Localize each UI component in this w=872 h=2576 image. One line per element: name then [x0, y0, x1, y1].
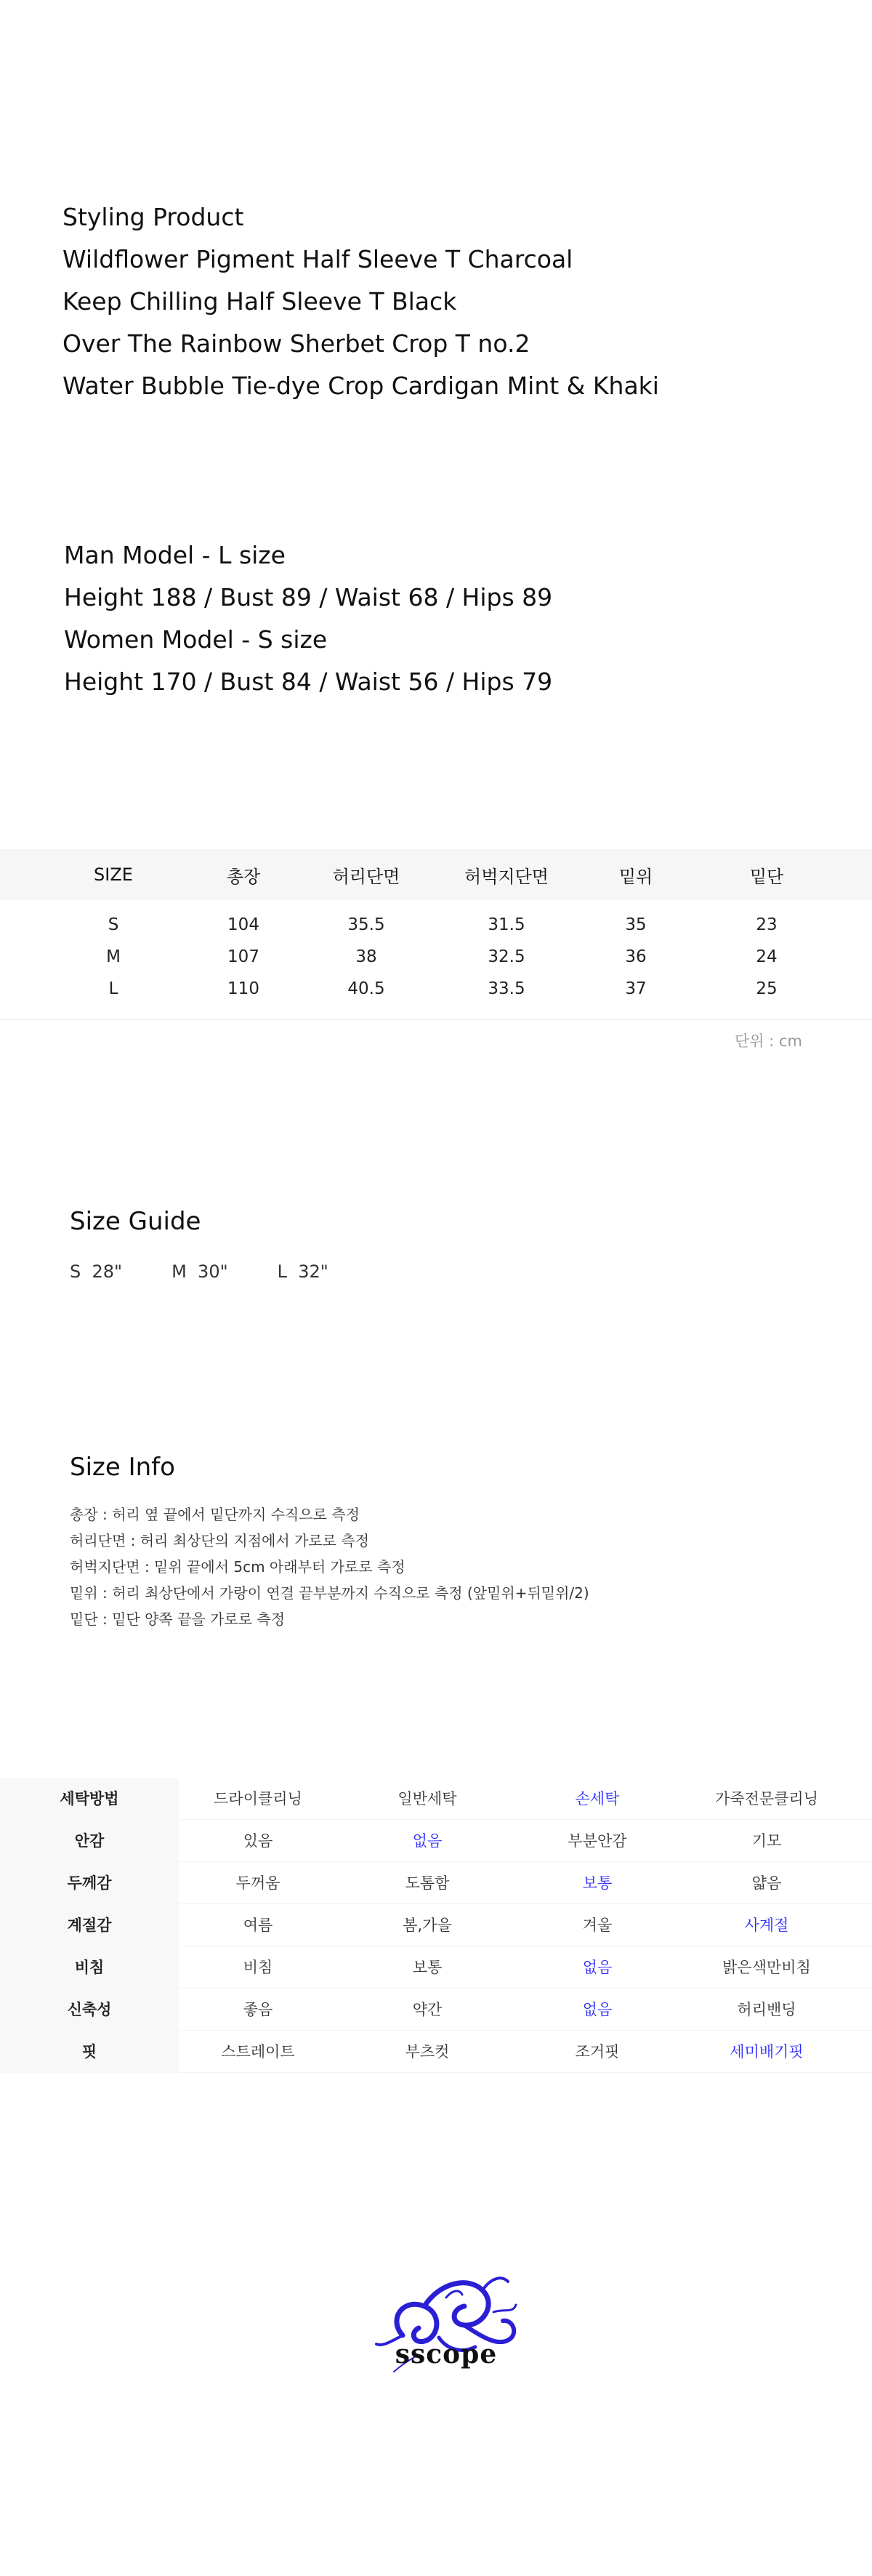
- size-info-title: Size Info: [70, 1453, 175, 1482]
- care-option: 보통: [412, 1959, 443, 1976]
- size-table-header: [0, 849, 872, 900]
- care-row: [0, 1820, 872, 1862]
- care-option: 가죽전문클리닝: [714, 1790, 818, 1807]
- header-cell: 총장: [226, 866, 261, 887]
- size-table: [0, 849, 872, 1050]
- care-option: 부츠컷: [405, 2043, 450, 2061]
- care-option: 손세탁: [575, 1790, 620, 1807]
- styling-item: Over The Rainbow Sherbet Crop T no.2: [62, 329, 530, 358]
- size-info-line: 밑위 : 허리 최상단에서 가랑이 연결 끝부분까지 수직으로 측정 (앞밑위+뒤밑위/2): [70, 1584, 589, 1602]
- care-option: 기모: [751, 1832, 782, 1850]
- table-cell: 40.5: [347, 979, 385, 998]
- care-row: [0, 1904, 872, 1946]
- header-cell: 밑단: [749, 866, 784, 887]
- care-option: 없음: [582, 2001, 613, 2018]
- man-model-title: Man Model - L size: [64, 541, 286, 569]
- care-option: 없음: [582, 1959, 613, 1976]
- care-option: 여름: [243, 1917, 273, 1934]
- care-row-label: 두께감: [0, 1862, 179, 1904]
- size-guide-item: M 30": [171, 1261, 228, 1282]
- care-option: 사계절: [744, 1917, 789, 1934]
- table-row: [0, 973, 872, 1005]
- care-option: 도톰함: [405, 1874, 450, 1892]
- care-option: 세미배기핏: [730, 2043, 804, 2061]
- care-option: 밝은색만비침: [722, 1959, 811, 1976]
- table-cell: 36: [625, 947, 647, 966]
- care-option: 허리밴딩: [737, 2001, 796, 2018]
- table-cell: 31.5: [488, 915, 525, 934]
- table-cell: 24: [756, 947, 778, 966]
- snake-logo-icon: [374, 2268, 522, 2385]
- care-option: 약간: [412, 2001, 443, 2018]
- table-cell: 23: [756, 915, 778, 934]
- styling-item: Keep Chilling Half Sleeve T Black: [62, 287, 457, 316]
- table-cell: 104: [227, 915, 259, 934]
- size-guide-item: L 32": [277, 1261, 328, 1282]
- care-row: [0, 2031, 872, 2073]
- header-cell: 허리단면: [332, 866, 400, 887]
- table-cell: M: [106, 947, 121, 966]
- styling-item: Water Bubble Tie-dye Crop Cardigan Mint & Khaki: [62, 372, 659, 400]
- table-row: [0, 909, 872, 941]
- care-option: 봄,가을: [403, 1917, 452, 1934]
- care-option: 일반세탁: [397, 1790, 457, 1807]
- table-cell: 25: [756, 979, 778, 998]
- size-guide-title: Size Guide: [70, 1207, 201, 1236]
- model-info-section: [64, 534, 552, 703]
- size-info-line: 허벅지단면 : 밑위 끝에서 5cm 아래부터 가로로 측정: [70, 1558, 405, 1576]
- table-cell: 35: [625, 915, 647, 934]
- care-option: 두꺼움: [235, 1874, 280, 1892]
- care-row: [0, 1862, 872, 1904]
- women-model-measurements: Height 170 / Bust 84 / Waist 56 / Hips 79: [64, 667, 553, 696]
- styling-product-section: [62, 196, 659, 407]
- care-option: 부분안감: [568, 1832, 627, 1850]
- care-row: [0, 1989, 872, 2031]
- care-row: [0, 1946, 872, 1989]
- man-model-measurements: Height 188 / Bust 89 / Waist 68 / Hips 89: [64, 583, 553, 611]
- header-cell: 밑위: [618, 866, 653, 887]
- care-row-label: 신축성: [0, 1989, 179, 2031]
- care-option: 있음: [243, 1832, 273, 1850]
- care-option: 조거핏: [575, 2043, 620, 2061]
- size-info-section: [70, 1449, 589, 1632]
- care-row-label: 안감: [0, 1820, 179, 1862]
- size-info-lines: [70, 1501, 589, 1632]
- brand-logo: [374, 2268, 522, 2385]
- size-table-body: [0, 900, 872, 1005]
- size-info-line: 허리단면 : 허리 최상단의 지점에서 가로로 측정: [70, 1532, 369, 1549]
- care-option: 보통: [582, 1874, 613, 1892]
- table-cell: 37: [625, 979, 647, 998]
- table-cell: 32.5: [488, 947, 525, 966]
- table-cell: 33.5: [488, 979, 525, 998]
- header-cell: SIZE: [94, 864, 133, 885]
- size-guide-list: [70, 1261, 378, 1282]
- care-row: [0, 1778, 872, 1820]
- care-row-label: 핏: [0, 2031, 179, 2073]
- table-cell: 38: [355, 947, 377, 966]
- care-option: 비침: [243, 1959, 273, 1976]
- care-option: 얇음: [751, 1874, 782, 1892]
- women-model-title: Women Model - S size: [64, 625, 328, 654]
- header-cell: 허벅지단면: [464, 866, 549, 887]
- care-option: 겨울: [582, 1917, 613, 1934]
- styling-item: Wildflower Pigment Half Sleeve T Charcoal: [62, 245, 573, 273]
- care-row-label: 세탁방법: [0, 1778, 179, 1820]
- table-divider: [0, 1019, 872, 1020]
- table-cell: S: [108, 915, 119, 934]
- size-guide-section: [70, 1203, 378, 1282]
- table-cell: L: [108, 979, 118, 998]
- table-cell: 110: [227, 979, 259, 998]
- care-row-label: 비침: [0, 1946, 179, 1989]
- unit-label: 단위 : cm: [734, 1032, 802, 1050]
- care-option: 드라이클리닝: [214, 1790, 302, 1807]
- size-info-line: 밑단 : 밑단 양쪽 끝을 가로로 측정: [70, 1610, 286, 1628]
- styling-heading: Styling Product: [62, 203, 244, 231]
- care-option: 없음: [412, 1832, 443, 1850]
- care-option: 좋음: [243, 2001, 273, 2018]
- care-row-label: 계절감: [0, 1904, 179, 1946]
- table-cell: 107: [227, 947, 259, 966]
- care-table: [0, 1778, 872, 2073]
- table-row: [0, 941, 872, 973]
- care-option: 스트레이트: [221, 2043, 295, 2061]
- size-guide-item: S 28": [70, 1261, 123, 1282]
- logo-wordmark: sscope: [395, 2339, 498, 2370]
- size-info-line: 총장 : 허리 옆 끝에서 밑단까지 수직으로 측정: [70, 1506, 360, 1523]
- table-cell: 35.5: [347, 915, 385, 934]
